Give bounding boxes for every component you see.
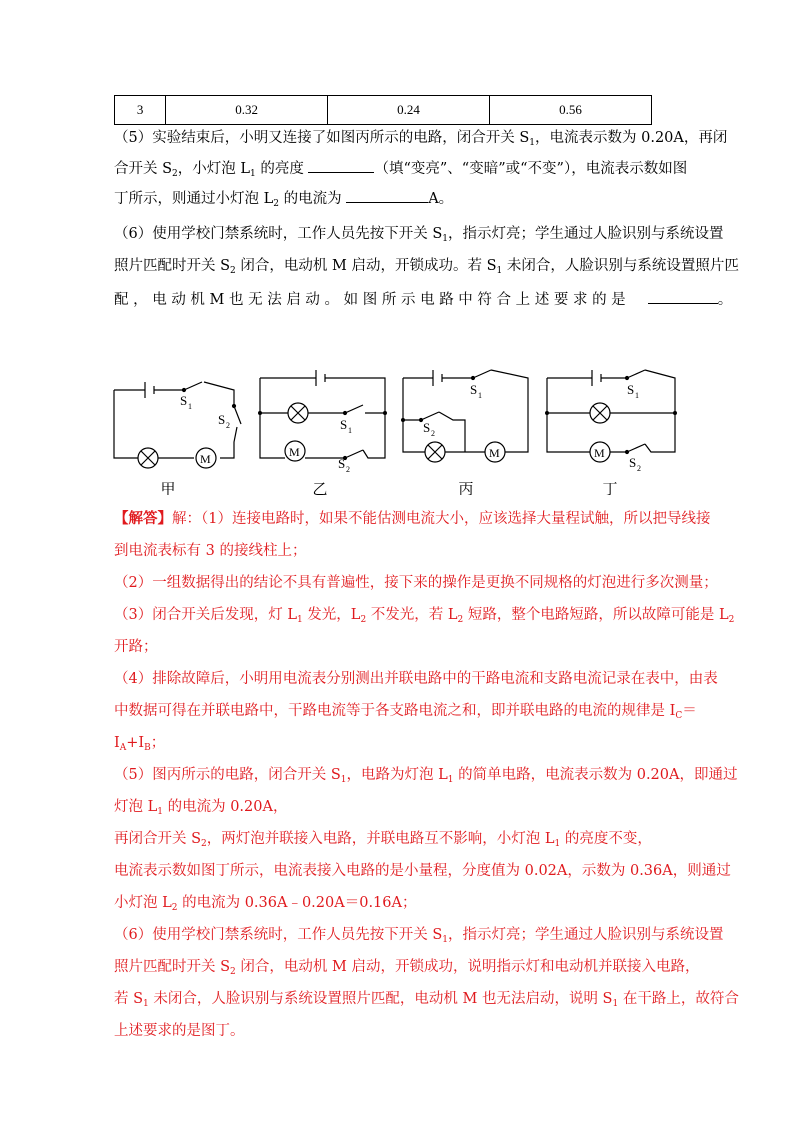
s2-label: S bbox=[338, 456, 346, 471]
switch-s2-icon bbox=[234, 406, 241, 424]
answer-line: 中数据可得在并联电路中，干路电流等于各支路电流之和，即并联电路的电流的规律是 $I_C=$ bbox=[114, 703, 697, 721]
answer-line: 上述要求的是图丁。 bbox=[114, 1023, 245, 1039]
switch-s1-icon bbox=[627, 370, 645, 378]
answer-blank[interactable] bbox=[346, 188, 428, 203]
s1-label: S bbox=[180, 393, 188, 408]
figure-label-yi: 乙 bbox=[312, 482, 328, 495]
svg-text:1: 1 bbox=[478, 391, 482, 400]
s2-label: S bbox=[218, 412, 226, 427]
answer-line: （4）排除故障后，小明用电流表分别测出并联电路中的干路电流和支路电流记录在表中，由表 bbox=[114, 671, 718, 687]
answer-line: 照片匹配时开关 $S_2$ 闭合，电动机 M 启动，开锁成功，说明指示灯和电动机并联接入电路， bbox=[114, 959, 700, 977]
answer-line: 开路； bbox=[114, 639, 158, 655]
motor-label: M bbox=[489, 446, 500, 460]
svg-text:2: 2 bbox=[226, 421, 230, 430]
table-row bbox=[115, 96, 652, 125]
svg-text:2: 2 bbox=[431, 429, 435, 438]
switch-s2-icon bbox=[421, 412, 439, 420]
answer-line: 再闭合开关 $S_2$，两灯泡并联接入电路，并联电路互不影响，小灯泡 $L_1$ 的亮度不变， bbox=[114, 831, 652, 849]
motor-label: M bbox=[289, 445, 300, 459]
s2-label: S bbox=[629, 455, 637, 470]
lamp-icon bbox=[288, 403, 308, 423]
answer-blank[interactable] bbox=[648, 289, 718, 304]
q6-line-3: 配 ， 电 动 机 M 也 无 法 启 动 。 如 图 所 示 电 路 中 符 合 上 述 要 求 的 是 。 bbox=[114, 289, 732, 310]
lamp-icon bbox=[425, 442, 445, 462]
lamp-icon bbox=[590, 403, 610, 423]
switch-s2-icon bbox=[627, 444, 645, 452]
answer-blank[interactable] bbox=[308, 158, 374, 173]
switch-s1-icon bbox=[473, 370, 491, 378]
q5-line-1: （5）实验结束后，小明又连接了如图丙所示的电路，闭合开关 $S_1$，电流表示数为 0.20A，再闭 bbox=[114, 130, 728, 148]
circuit-bing bbox=[401, 370, 528, 462]
figure-label-jia: 甲 bbox=[160, 482, 176, 495]
answer-line: $I_A+I_B$； bbox=[114, 735, 166, 753]
answer-line: 【解答】解：（1）连接电路时，如果不能估测电流大小，应该选择大量程试触，所以把导线接 bbox=[114, 510, 711, 527]
q5-line-2: 合开关 $S_2$，小灯泡 $L_1$ 的亮度 （填“变亮”、“变暗”或“不变”），电流表示数如图 bbox=[114, 158, 687, 179]
motor-label: M bbox=[594, 446, 605, 460]
switch-s2-icon bbox=[345, 450, 363, 458]
circuit-ding bbox=[545, 370, 677, 473]
table-cell: 0.24 bbox=[328, 96, 490, 125]
svg-text:1: 1 bbox=[348, 426, 352, 435]
answer-tag: 【解答】 bbox=[114, 510, 172, 527]
table-cell: 3 bbox=[115, 96, 166, 125]
svg-text:2: 2 bbox=[637, 464, 641, 473]
svg-text:1: 1 bbox=[188, 402, 192, 411]
q6-line-1: （6）使用学校门禁系统时，工作人员先按下开关 $S_1$，指示灯亮；学生通过人脸识别与系统设置 bbox=[114, 226, 724, 244]
table-cell: 0.32 bbox=[166, 96, 328, 125]
table-cell: 0.56 bbox=[490, 96, 652, 125]
svg-text:2: 2 bbox=[346, 465, 350, 474]
answer-line: 到电流表标有 3 的接线柱上； bbox=[114, 543, 307, 559]
figure-label-bing: 丙 bbox=[458, 482, 474, 495]
answer-line: 若 $S_1$ 未闭合，人脸识别与系统设置照片匹配，电动机 M 也无法启动，说明 $S_1$ 在干路上，故符合 bbox=[114, 991, 739, 1009]
lamp-icon bbox=[138, 448, 158, 468]
svg-text:1: 1 bbox=[635, 391, 639, 400]
s1-label: S bbox=[340, 417, 348, 432]
answer-line: 灯泡 $L_1$ 的电流为 0.20A， bbox=[114, 799, 288, 817]
answer-line: 小灯泡 $L_2$ 的电流为 0.36A﹣0.20A＝0.16A； bbox=[114, 895, 417, 913]
circuit-jia bbox=[114, 382, 241, 468]
s1-label: S bbox=[470, 382, 478, 397]
answer-line: （2）一组数据得出的结论不具有普遍性，接下来的操作是更换不同规格的灯泡进行多次测量； bbox=[114, 575, 718, 591]
answer-line: 电流表示数如图丁所示，电流表接入电路的是小量程，分度值为 0.02A，示数为 0.36A，则通过 bbox=[114, 863, 731, 879]
answer-line: （6）使用学校门禁系统时，工作人员先按下开关 $S_1$，指示灯亮；学生通过人脸识别与系统设置 bbox=[114, 927, 724, 945]
motor-label: M bbox=[200, 452, 211, 466]
switch-s1-icon bbox=[184, 382, 202, 390]
answer-line: （5）图丙所示的电路，闭合开关 $S_1$，电路为灯泡 $L_1$ 的简单电路，电流表示数为 0.20A，即通过 bbox=[114, 767, 738, 785]
s1-label: S bbox=[627, 382, 635, 397]
answer-line: （3）闭合开关后发现，灯 $L_1$ 发光，$L_2$ 不发光，若 $L_2$ 短路，整个电路短路，所以故障可能是 $L_2$ bbox=[114, 607, 735, 625]
q6-line-2: 照片匹配时开关 $S_2$ 闭合，电动机 M 启动，开锁成功。若 $S_1$ 未闭合，人脸识别与系统设置照片匹 bbox=[114, 258, 739, 276]
s2-label: S bbox=[423, 420, 431, 435]
figure-label-ding: 丁 bbox=[602, 482, 618, 495]
circuit-diagrams bbox=[100, 360, 700, 495]
circuit-yi bbox=[258, 370, 387, 474]
q5-line-3: 丁所示，则通过小灯泡 $L_2$ 的电流为 A。 bbox=[114, 188, 453, 209]
data-table bbox=[114, 95, 652, 125]
